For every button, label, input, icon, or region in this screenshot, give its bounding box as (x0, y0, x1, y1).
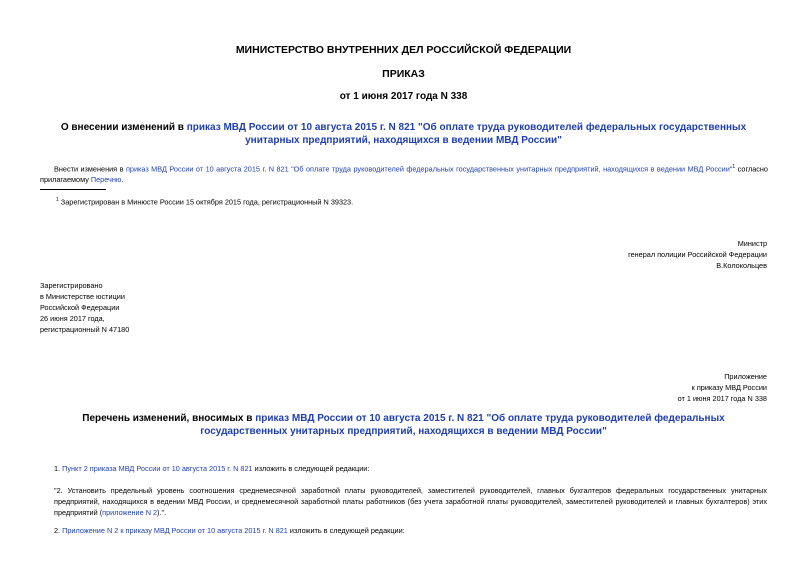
registration-line: Зарегистрировано (40, 281, 103, 290)
list-title-order-link[interactable]: приказ МВД России от 10 августа 2015 г. N 821 "Об оплате труда руководителей федеральных государственных унитарных предприятий, находящихся в ведении МВД России" (200, 413, 725, 437)
registration-line: Российской Федерации (40, 303, 120, 312)
quoted-paragraph (54, 485, 767, 518)
list-link[interactable]: Перечню (90, 175, 122, 185)
intro-text: Внести изменения в (54, 164, 126, 174)
document-type: ПРИКАЗ (382, 68, 425, 80)
list-title-prefix: Перечень изменений, вносимых в (82, 413, 256, 424)
registration-line: 26 июня 2017 года, (40, 314, 105, 323)
item2-link[interactable]: Приложение N 2 к приказу МВД России от 10 августа 2015 г. N 821 (62, 526, 288, 535)
list-item-text: изложить в следующей редакции: (252, 464, 370, 473)
footnote-mark: 1 (56, 197, 59, 203)
signature-name: В.Колокольцев (716, 261, 767, 270)
appendix-line: к приказу МВД России (691, 383, 767, 392)
signature-position: Министр (737, 239, 767, 248)
list-title (40, 412, 767, 438)
registration-line: в Министерстве юстиции (40, 292, 125, 301)
appendix-line: Приложение (724, 372, 767, 381)
quoted-text-end: ).". (157, 508, 167, 517)
document-date-number: от 1 июня 2017 года N 338 (339, 91, 468, 102)
list-item (54, 525, 405, 536)
footnote (56, 195, 353, 207)
footnote-divider (40, 189, 106, 190)
list-item (54, 463, 369, 474)
appendix-block (678, 371, 767, 404)
signature-block (628, 238, 767, 271)
signature-rank: генерал полиции Российской Федерации (628, 250, 767, 259)
item1-link[interactable]: Пункт 2 приказа МВД России от 10 августа 2015 г. N 821 (62, 464, 253, 473)
appendix-2-link[interactable]: приложение N 2 (102, 508, 158, 517)
list-item-number: 1. (54, 464, 63, 473)
document-title (40, 121, 767, 147)
footnote-reference[interactable]: 1 (732, 164, 736, 170)
intro-order-link[interactable]: приказ МВД России от 10 августа 2015 г. N 821 "Об оплате труда руководителей федеральных государственных унитарных предприятий, находящихся в ведении МВД России" (125, 164, 733, 174)
document-title-prefix: О внесении изменений в (60, 122, 187, 133)
footnote-text: Зарегистрирован в Минюсте России 15 октября 2015 года, регистрационный N 39323. (58, 197, 354, 207)
ministry-heading: МИНИСТЕРСТВО ВНУТРЕННИХ ДЕЛ РОССИЙСКОЙ ФЕДЕРАЦИИ (235, 44, 572, 56)
intro-text-3: . (121, 175, 124, 185)
list-item-number: 2. (54, 526, 63, 535)
intro-paragraph (40, 162, 768, 185)
appendix-line: от 1 июня 2017 года N 338 (677, 394, 767, 403)
registration-block (40, 280, 129, 335)
quoted-text: "2. Установить предельный уровень соотношения среднемесячной заработной платы руководителей, заместителей руководителей, главных бухгалтеров федеральных государственных унитарных предприятий, находящихся в ведении МВД России, и среднемесячной заработной платы работников (без учета заработной платы руководителей, заместителей руководителей и главных бухгалтеров) этих предприятий ( (54, 486, 767, 517)
intro-text-2: согласно прилагаемому (40, 164, 768, 185)
list-item-text: изложить в следующей редакции: (287, 526, 405, 535)
amended-order-link[interactable]: приказ МВД России от 10 августа 2015 г. N 821 "Об оплате труда руководителей федеральных государственных унитарных предприятий, находящихся в ведении МВД России" (186, 122, 747, 146)
registration-line: регистрационный N 47180 (40, 325, 130, 334)
